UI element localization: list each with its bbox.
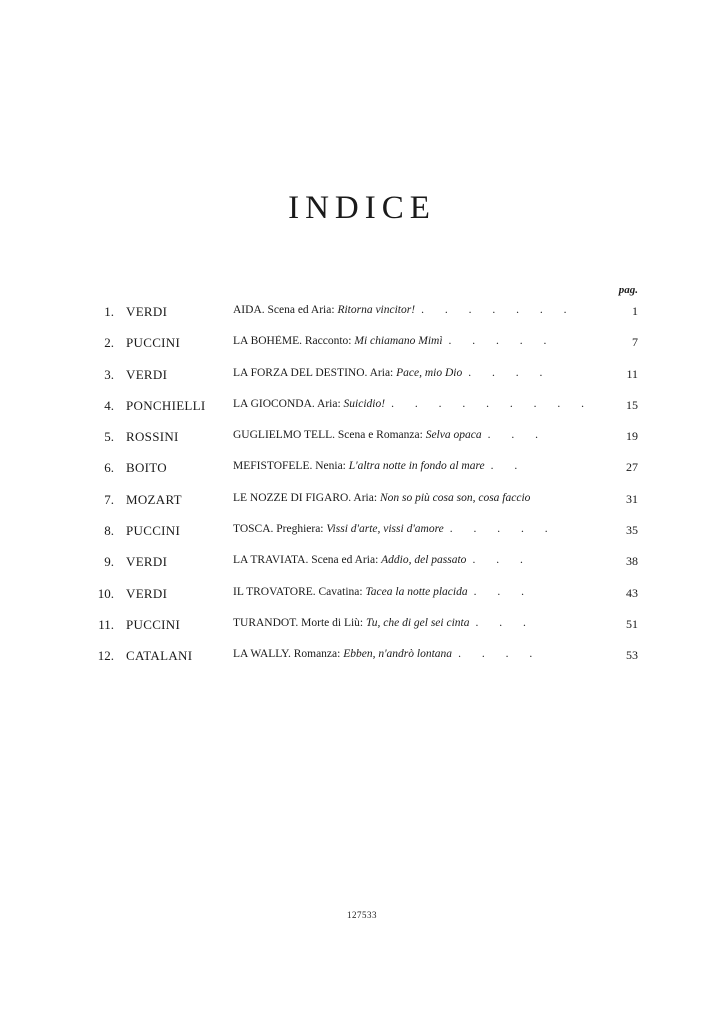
page-number: 11 <box>626 366 638 381</box>
work-description <box>233 492 603 504</box>
list-item <box>0 359 724 390</box>
entry-number: 10. <box>97 585 114 601</box>
page-number: 35 <box>626 523 638 538</box>
page-number: 7 <box>632 335 638 350</box>
composer-name: CATALANI <box>126 648 193 664</box>
composer-name: MOZART <box>126 491 182 507</box>
page-column-label: pag. <box>618 284 638 296</box>
leader-dots: . . . . <box>468 366 552 379</box>
plate-number: 127533 <box>347 910 377 920</box>
page-number: 27 <box>626 460 638 475</box>
leader-dots: . . . . <box>458 648 542 661</box>
page-number: 53 <box>626 648 638 663</box>
list-item <box>0 578 724 609</box>
composer-name: ROSSINI <box>126 429 179 445</box>
aria-title: Selva opaca <box>425 429 482 442</box>
work-description <box>233 335 603 347</box>
work-description <box>233 429 603 441</box>
aria-title: Non so più cosa son, cosa faccio <box>379 491 531 504</box>
work-description <box>233 554 603 566</box>
page-number: 43 <box>626 585 638 600</box>
entry-number: 12. <box>97 648 114 664</box>
composer-name: BOITO <box>126 460 167 476</box>
list-item <box>0 421 724 452</box>
list-item <box>0 515 724 546</box>
composer-name: PONCHIELLI <box>126 397 206 413</box>
work-title: MEFISTOFELE. Nenia: <box>233 460 346 473</box>
composer-name: PUCCINI <box>126 523 181 539</box>
aria-title: Tu, che di gel sei cinta <box>365 616 470 629</box>
leader-dots: . . . <box>472 554 532 567</box>
page-number: 51 <box>626 616 638 631</box>
entry-number: 4. <box>104 397 114 413</box>
list-item <box>0 390 724 421</box>
entry-number: 9. <box>104 554 114 570</box>
composer-name: VERDI <box>126 585 168 601</box>
work-description <box>233 398 603 410</box>
work-description <box>233 617 603 629</box>
work-title: IL TROVATORE. Cavatina: <box>233 585 363 598</box>
leader-dots <box>530 492 536 504</box>
page-number: 38 <box>626 554 638 569</box>
composer-name: VERDI <box>126 554 168 570</box>
work-description <box>233 367 603 379</box>
aria-title: Mi chiamano Mimì <box>354 335 443 348</box>
aria-title: Ritorna vincitor! <box>337 304 416 316</box>
composer-name: VERDI <box>126 366 168 382</box>
aria-title: Tacea la notte placida <box>365 585 468 598</box>
composer-name: PUCCINI <box>126 335 181 351</box>
work-title: TOSCA. Preghiera: <box>233 523 324 536</box>
work-description <box>233 648 603 660</box>
leader-dots: . . . . . <box>448 335 556 348</box>
aria-title: Vissi d'arte, vissi d'amore <box>326 523 444 536</box>
leader-dots: . . . . . . . <box>421 304 576 316</box>
entry-number: 3. <box>104 366 114 382</box>
work-title: TURANDOT. Morte di Liù: <box>233 616 364 629</box>
work-title: LA GIOCONDA. Aria: <box>233 397 341 410</box>
work-description <box>233 523 603 535</box>
list-item <box>0 609 724 640</box>
leader-dots: . . . <box>473 585 533 598</box>
leader-dots: . . . <box>475 616 535 629</box>
index-list <box>0 296 724 672</box>
list-item <box>0 640 724 671</box>
leader-dots: . . <box>490 460 527 473</box>
entry-number: 1. <box>104 304 114 319</box>
work-description <box>233 586 603 598</box>
entry-number: 2. <box>104 335 114 351</box>
page-number: 31 <box>626 491 638 506</box>
entry-number: 6. <box>104 460 114 476</box>
list-item <box>0 452 724 483</box>
page-title: INDICE <box>288 190 436 226</box>
work-description <box>233 460 603 472</box>
work-title: LA WALLY. Romanza: <box>233 648 341 661</box>
page-number: 19 <box>626 429 638 444</box>
leader-dots: . . . <box>487 429 547 442</box>
list-item <box>0 327 724 358</box>
work-description <box>233 304 603 316</box>
aria-title: Pace, mio Dio <box>396 366 463 379</box>
page-number: 1 <box>632 304 638 318</box>
composer-name: PUCCINI <box>126 616 181 632</box>
aria-title: Addio, del passato <box>381 554 467 567</box>
entry-number: 11. <box>98 616 114 632</box>
entry-number: 5. <box>104 429 114 445</box>
list-item <box>0 296 724 327</box>
work-title: AIDA. Scena ed Aria: <box>233 304 335 316</box>
work-title: GUGLIELMO TELL. Scena e Romanza: <box>233 429 423 442</box>
work-title: LA TRAVIATA. Scena ed Aria: <box>233 554 379 567</box>
composer-name: VERDI <box>126 304 168 319</box>
work-title: LA BOHÈME. Racconto: <box>233 335 352 348</box>
work-title: LE NOZZE DI FIGARO. Aria: <box>233 491 378 504</box>
leader-dots: . . . . . . . . . <box>391 397 593 410</box>
leader-dots: . . . . . <box>449 523 557 536</box>
list-item <box>0 484 724 515</box>
list-item <box>0 546 724 577</box>
aria-title: Suicidio! <box>343 397 386 410</box>
aria-title: L'altra notte in fondo al mare <box>348 460 485 473</box>
work-title: LA FORZA DEL DESTINO. Aria: <box>233 366 394 379</box>
entry-number: 7. <box>104 491 114 507</box>
page-number: 15 <box>626 397 638 412</box>
entry-number: 8. <box>104 523 114 539</box>
aria-title: Ebben, n'andrò lontana <box>343 648 453 661</box>
